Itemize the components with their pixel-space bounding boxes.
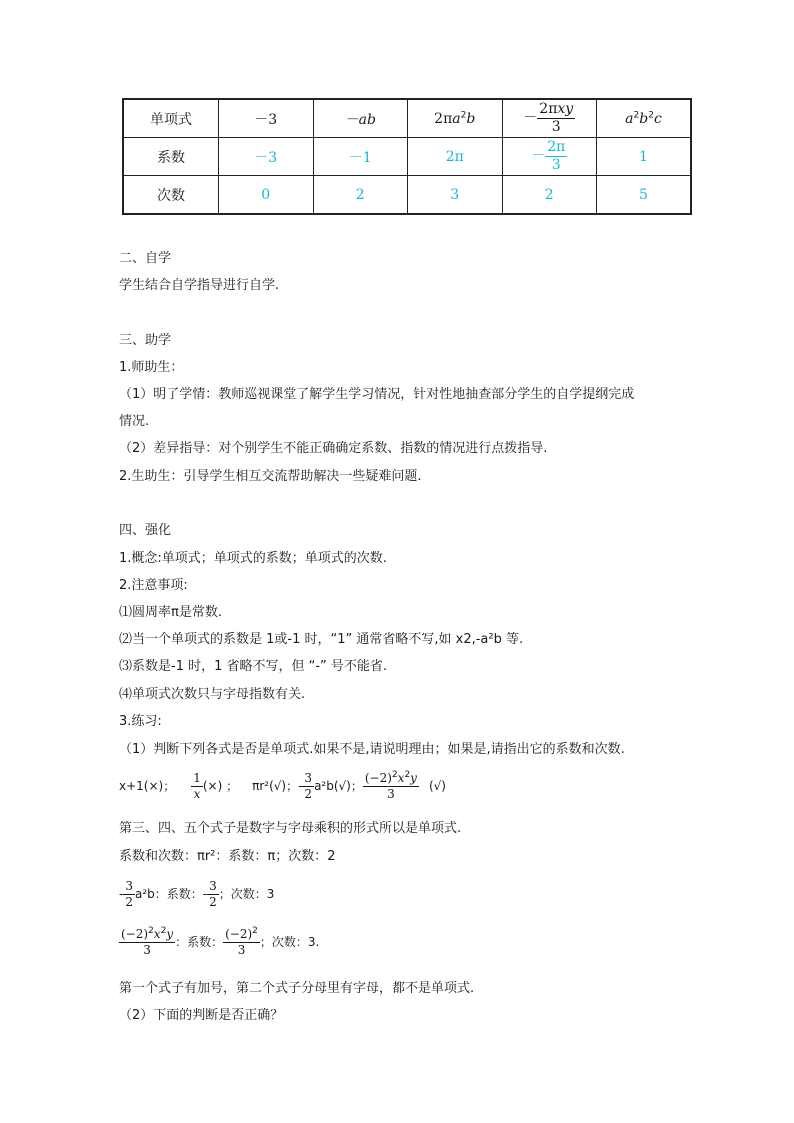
expr-1: x+1(×)； [119, 779, 176, 794]
paragraph: 1.师助生： [119, 360, 184, 375]
coefficient-cell: 2π [408, 138, 503, 176]
fraction: $\frac{3}{2}$ [125, 879, 133, 909]
paragraph: 2.生助生：引导学生相互交流帮助解决一些疑难问题. [119, 469, 422, 484]
expr-5-mark: (√) [428, 779, 446, 794]
degree-cell: 3 [408, 176, 503, 215]
paragraph: 系数和次数：πr²：系数：π；次数：2 [119, 849, 336, 864]
coefficient-line-2: - $\frac{3}{2}$ a²b：系数： - $\frac{3}{2}$ ；次数：3 [119, 879, 275, 909]
monomial-cell: － $\frac{\text{2πxy}}{3}$ [502, 99, 597, 138]
paragraph: 情况. [119, 414, 150, 429]
text: ：系数： [175, 935, 224, 950]
fraction: $\frac{(-2)^2x^2y}{3}$ [121, 926, 174, 957]
row-label: 单项式 [123, 99, 219, 138]
degree-cell: 2 [502, 176, 597, 215]
coefficient-line-3 [119, 928, 319, 956]
section-heading: 四、强化 [119, 523, 172, 538]
paragraph: 1.概念:单项式；单项式的系数；单项式的次数. [119, 551, 387, 566]
paragraph: ⑷单项式次数只与字母指数有关. [119, 687, 306, 702]
fraction: $\frac{(-2)^2}{3}$ [225, 926, 258, 957]
table-row-degree [123, 176, 691, 215]
table-row-coefficient [123, 138, 691, 176]
paragraph: （2）差异指导：对个别学生不能正确确定系数、指数的情况进行点拨指导. [119, 441, 548, 456]
degree-cell: 0 [219, 176, 314, 215]
paragraph: ⑴圆周率π是常数. [119, 605, 222, 620]
expr-5-fraction: $\frac{(-2)^2x^2y}{3}$ [364, 770, 417, 801]
paragraph: 第一个式子有加号，第二个式子分母里有字母，都不是单项式. [119, 981, 475, 996]
paragraph: （1）判断下列各式是否是单项式.如果不是,请说明理由；如果是,请指出它的系数和次数. [119, 742, 625, 757]
expr-3: πr²(√)； [252, 779, 299, 794]
expr-4-fraction: $\frac{3}{2}$ [304, 771, 313, 801]
paragraph: 3.练习: [119, 714, 162, 729]
section-heading: 二、自学 [119, 251, 172, 266]
coefficient-cell: － $\frac{2\pi}{3}$ [502, 138, 597, 176]
paragraph: （1）明了学情：教师巡视课堂了解学生学习情况，针对性地抽查部分学生的自学提纲完成 [119, 387, 635, 402]
exercise-expressions: x+1(×)； $\frac{1}{x}$ (×) ； πr²(√)； - $\frac{3}{2}$ a²b(√)； $\frac{(-2)^2x^2y}{3}$ (√) [119, 770, 446, 801]
paragraph: 学生结合自学指导进行自学. [119, 278, 280, 293]
row-label: 系数 [123, 138, 219, 176]
paragraph: 2.注意事项: [119, 578, 188, 593]
row-label: 次数 [123, 176, 219, 215]
paragraph: （2）下面的判断是否正确？ [119, 1008, 284, 1023]
table-row-monomial [123, 99, 691, 138]
text: ；次数：3 [218, 887, 275, 902]
fraction: $\frac{3}{2}$ [209, 879, 217, 909]
coefficient-cell: －1 [313, 138, 408, 176]
monomial-cell: －ab [313, 99, 408, 138]
text: ；次数：3. [259, 935, 320, 950]
paragraph: 第三、四、五个式子是数字与字母乘积的形式所以是单项式. [119, 821, 462, 836]
monomial-cell: －3 [219, 99, 314, 138]
degree-cell: 5 [597, 176, 692, 215]
monomial-cell: $2\pi a^2b$ [408, 99, 503, 138]
monomial-table [122, 98, 692, 215]
coefficient-cell: －3 [219, 138, 314, 176]
text: a²b：系数： [134, 887, 203, 902]
degree-cell: 2 [313, 176, 408, 215]
paragraph: ⑶系数是-1 时，1 省略不写，但 “-” 号不能省. [119, 659, 388, 674]
monomial-cell: $a^2b^2c$ [597, 99, 692, 138]
section-heading: 三、助学 [119, 333, 172, 348]
paragraph: ⑵当一个单项式的系数是 1或-1 时，“1” 通常省略不写,如 x2,-a²b 等. [119, 632, 524, 647]
expr-4-mark: a²b(√)； [314, 779, 363, 794]
coefficient-cell: 1 [597, 138, 692, 176]
expr-2-mark: (×) ； [202, 779, 239, 794]
expr-2-fraction: $\frac{1}{x}$ [193, 771, 201, 801]
